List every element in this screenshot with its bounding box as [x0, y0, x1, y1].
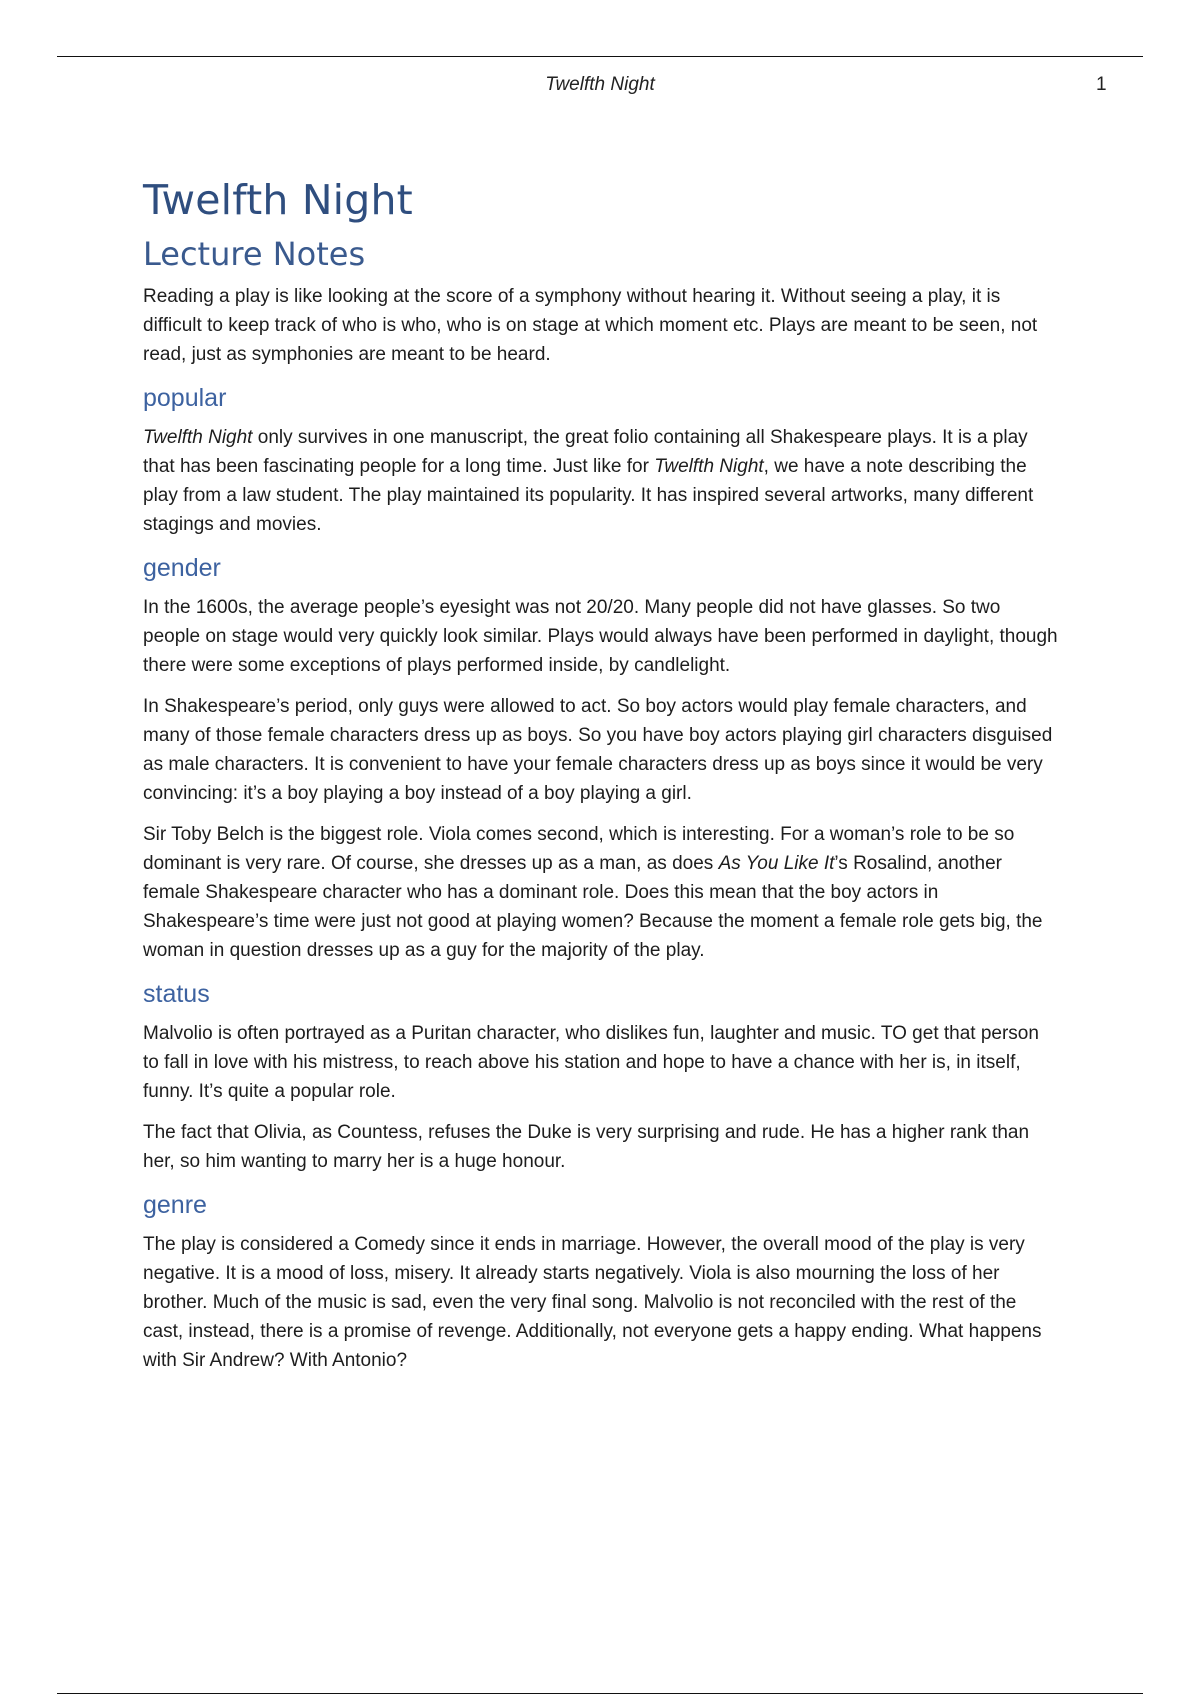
gender-paragraph-3: Sir Toby Belch is the biggest role. Viola comes second, which is interesting. For a woman’s role to be so dominant is very rare. Of course, she dresses up as a man, as does As You Like It’s Rosalind, another female Shakespeare character who has a dominant role. Does this mean that the boy actors in Shakespeare’s time were just not good at playing women? Because the moment a female role gets big, the woman in question dresses up as a guy for the majority of the play.	[143, 824, 1043, 961]
document-body	[143, 172, 1058, 1387]
play-title-italic: As You Like It	[718, 853, 835, 874]
running-title: Twelfth Night	[545, 74, 655, 95]
gender-paragraph-2: In Shakespeare’s period, only guys were allowed to act. So boy actors would play female characters, and many of those female characters dress up as boys. So you have boy actors playing girl characters disguised as male characters. It is convenient to have your female characters dress up as boys since it would be very convincing: it’s a boy playing a boy instead of a boy playing a girl.	[143, 696, 1053, 804]
play-title-italic: Twelfth Night	[654, 456, 764, 477]
header-rule	[57, 56, 1143, 57]
document-title: Twelfth Night	[143, 176, 413, 224]
footer-rule	[57, 1693, 1143, 1694]
status-paragraph-1: Malvolio is often portrayed as a Puritan character, who dislikes fun, laughter and music. TO get that person to fall in love with his mistress, to reach above his station and hope to have a chance with her is, in itself, funny. It’s quite a popular role.	[143, 1023, 1039, 1102]
gender-paragraph-1: In the 1600s, the average people’s eyesight was not 20/20. Many people did not have glasses. So two people on stage would very quickly look similar. Plays would always have been performed in daylight, though there were some exceptions of plays performed inside, by candlelight.	[143, 597, 1058, 676]
popular-paragraph-1: Twelfth Night only survives in one manuscript, the great folio containing all Shakespeare plays. It is a play that has been fascinating people for a long time. Just like for Twelfth Night, we have a note describing the play from a law student. The play maintained its popularity. It has inspired several artworks, many different stagings and movies.	[143, 427, 1034, 535]
intro-paragraph: Reading a play is like looking at the score of a symphony without hearing it. Without seeing a play, it is difficult to keep track of who is who, who is on stage at which moment etc. Plays are meant to be seen, not read, just as symphonies are meant to be heard.	[143, 286, 1038, 365]
play-title-italic: Twelfth Night	[143, 427, 253, 448]
page-header	[57, 74, 1143, 100]
section-heading-popular: popular	[143, 384, 227, 412]
status-paragraph-2: The fact that Olivia, as Countess, refuses the Duke is very surprising and rude. He has a higher rank than her, so him wanting to marry her is a huge honour.	[143, 1122, 1030, 1172]
page-number: 1	[1096, 74, 1107, 95]
document-subtitle: Lecture Notes	[143, 235, 366, 273]
section-heading-status: status	[143, 980, 210, 1008]
section-heading-genre: genre	[143, 1191, 207, 1219]
genre-paragraph-1: The play is considered a Comedy since it ends in marriage. However, the overall mood of the play is very negative. It is a mood of loss, misery. It already starts negatively. Viola is also mourning the loss of her brother. Much of the music is sad, even the very final song. Malvolio is not reconciled with the rest of the cast, instead, there is a promise of revenge. Additionally, not everyone gets a happy ending. What happens with Sir Andrew? With Antonio?	[143, 1234, 1042, 1371]
section-heading-gender: gender	[143, 554, 221, 582]
